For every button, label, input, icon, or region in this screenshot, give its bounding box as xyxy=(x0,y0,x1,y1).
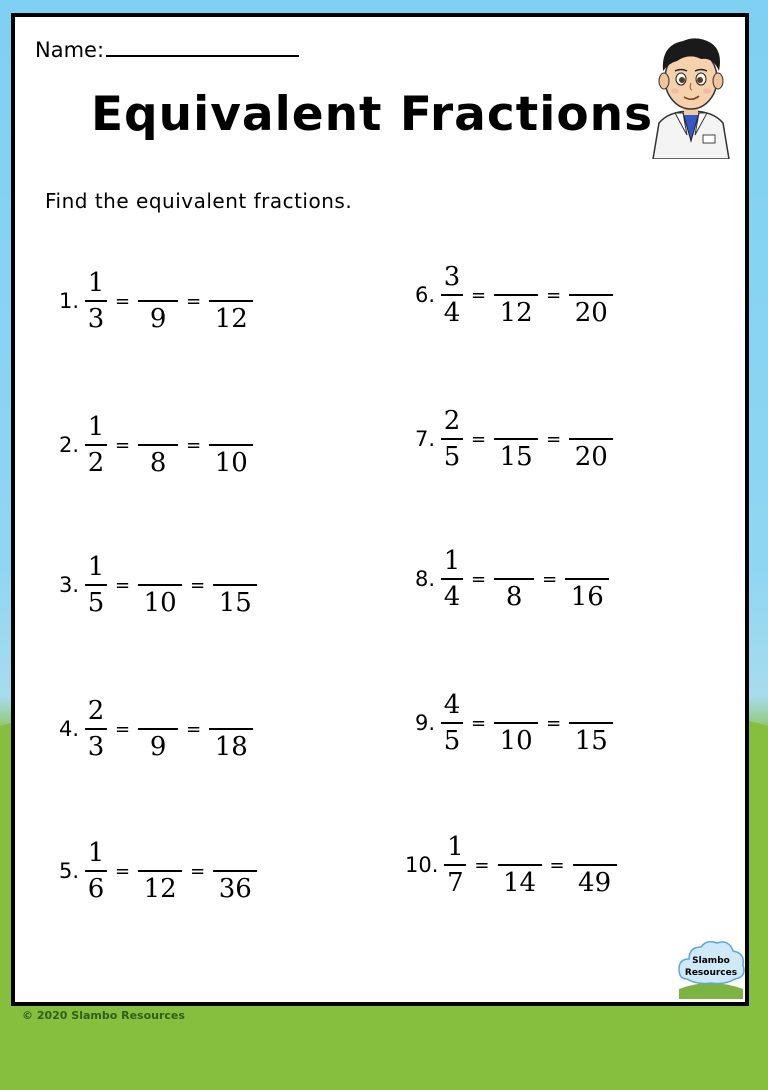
answer-fraction[interactable] xyxy=(573,830,617,900)
page-title: Equivalent Fractions xyxy=(90,87,654,142)
problem-8 xyxy=(415,534,609,624)
scientist-boy-icon xyxy=(639,31,743,159)
problem-number: 3. xyxy=(59,573,80,597)
denominator: 14 xyxy=(502,868,537,898)
given-fraction xyxy=(85,266,107,336)
given-fraction xyxy=(85,550,107,620)
denominator: 6 xyxy=(87,874,105,904)
denominator: 4 xyxy=(443,298,461,328)
answer-fraction[interactable] xyxy=(138,410,178,480)
equals-sign: = xyxy=(115,718,131,740)
equals-sign: = xyxy=(190,574,206,596)
problem-number: 9. xyxy=(415,711,436,735)
given-fraction xyxy=(444,830,466,900)
problem-6 xyxy=(415,250,613,340)
equals-sign: = xyxy=(471,568,487,590)
given-fraction xyxy=(85,694,107,764)
denominator: 9 xyxy=(149,732,167,762)
denominator: 15 xyxy=(218,588,252,618)
denominator: 3 xyxy=(87,732,105,762)
denominator: 15 xyxy=(499,442,533,472)
given-fraction xyxy=(85,410,107,480)
answer-fraction[interactable] xyxy=(209,694,253,764)
numerator: 1 xyxy=(87,412,105,442)
given-fraction xyxy=(441,688,463,758)
denominator: 4 xyxy=(443,582,461,612)
problem-number: 7. xyxy=(415,427,436,451)
problem-number: 10. xyxy=(405,853,439,877)
name-blank-line[interactable] xyxy=(106,35,299,57)
equals-sign: = xyxy=(115,434,131,456)
denominator: 7 xyxy=(447,868,464,898)
answer-fraction[interactable] xyxy=(569,688,613,758)
equals-sign: = xyxy=(115,860,131,882)
equals-sign: = xyxy=(471,428,487,450)
name-label: Name: xyxy=(35,38,105,62)
denominator: 8 xyxy=(149,448,167,478)
answer-fraction[interactable] xyxy=(494,404,538,474)
logo-line-1: Slambo xyxy=(692,956,730,966)
answer-fraction[interactable] xyxy=(138,266,178,336)
numerator: 4 xyxy=(443,690,461,720)
equals-sign: = xyxy=(115,574,131,596)
answer-fraction[interactable] xyxy=(209,410,253,480)
problem-10 xyxy=(405,820,617,910)
denominator: 5 xyxy=(443,442,461,472)
numerator: 1 xyxy=(447,832,464,862)
problem-5 xyxy=(59,826,257,916)
equals-sign: = xyxy=(546,284,562,306)
equals-sign: = xyxy=(186,434,202,456)
numerator: 1 xyxy=(87,552,105,582)
denominator: 10 xyxy=(499,726,533,756)
answer-fraction[interactable] xyxy=(569,404,613,474)
problem-number: 2. xyxy=(59,433,80,457)
worksheet-page xyxy=(11,13,749,1006)
problem-number: 8. xyxy=(415,567,436,591)
denominator: 20 xyxy=(574,298,608,328)
equals-sign: = xyxy=(186,290,202,312)
equals-sign: = xyxy=(549,854,565,876)
denominator: 3 xyxy=(87,304,105,334)
denominator: 16 xyxy=(570,582,604,612)
equals-sign: = xyxy=(474,854,490,876)
denominator: 49 xyxy=(578,868,612,898)
numerator: 1 xyxy=(443,546,461,576)
answer-fraction[interactable] xyxy=(213,836,257,906)
denominator: 9 xyxy=(149,304,167,334)
equals-sign: = xyxy=(546,428,562,450)
numerator: 1 xyxy=(87,268,105,298)
logo-line-2: Resources xyxy=(684,968,738,978)
denominator: 18 xyxy=(214,732,248,762)
answer-fraction[interactable] xyxy=(138,550,182,620)
given-fraction xyxy=(441,404,463,474)
numerator: 3 xyxy=(443,262,461,292)
equals-sign: = xyxy=(115,290,131,312)
numerator: 1 xyxy=(87,838,105,868)
denominator: 10 xyxy=(214,448,248,478)
denominator: 5 xyxy=(87,588,105,618)
answer-fraction[interactable] xyxy=(494,544,534,614)
denominator: 20 xyxy=(574,442,608,472)
problem-9 xyxy=(415,678,613,768)
denominator: 12 xyxy=(499,298,533,328)
problem-3 xyxy=(59,540,257,630)
answer-fraction[interactable] xyxy=(494,688,538,758)
problem-number: 5. xyxy=(59,859,80,883)
numerator: 2 xyxy=(87,696,105,726)
answer-fraction[interactable] xyxy=(498,830,542,900)
slambo-cloud-logo xyxy=(673,933,749,1003)
denominator: 10 xyxy=(143,588,177,618)
problem-2 xyxy=(59,400,253,490)
answer-fraction[interactable] xyxy=(494,260,538,330)
denominator: 15 xyxy=(574,726,608,756)
denominator: 2 xyxy=(87,448,105,478)
copyright-text: © 2020 Slambo Resources xyxy=(22,1009,185,1022)
answer-fraction[interactable] xyxy=(138,694,178,764)
equals-sign: = xyxy=(471,712,487,734)
name-field[interactable] xyxy=(35,35,299,62)
answer-fraction[interactable] xyxy=(209,266,253,336)
equals-sign: = xyxy=(186,718,202,740)
given-fraction xyxy=(85,836,107,906)
answer-fraction[interactable] xyxy=(213,550,257,620)
problem-number: 6. xyxy=(415,283,436,307)
given-fraction xyxy=(441,544,463,614)
instruction-text: Find the equivalent fractions. xyxy=(45,189,353,213)
problem-number: 4. xyxy=(59,717,80,741)
equals-sign: = xyxy=(471,284,487,306)
equals-sign: = xyxy=(546,712,562,734)
given-fraction xyxy=(441,260,463,330)
equals-sign: = xyxy=(542,568,558,590)
denominator: 12 xyxy=(143,874,177,904)
answer-fraction[interactable] xyxy=(565,544,609,614)
problem-4 xyxy=(59,684,253,774)
answer-fraction[interactable] xyxy=(138,836,182,906)
equals-sign: = xyxy=(190,860,206,882)
numerator: 2 xyxy=(443,406,461,436)
problem-number: 1. xyxy=(59,289,80,313)
problem-1 xyxy=(59,256,253,346)
denominator: 5 xyxy=(443,726,461,756)
denominator: 36 xyxy=(218,874,252,904)
problem-7 xyxy=(415,394,613,484)
denominator: 12 xyxy=(214,304,248,334)
answer-fraction[interactable] xyxy=(569,260,613,330)
denominator: 8 xyxy=(505,582,523,612)
